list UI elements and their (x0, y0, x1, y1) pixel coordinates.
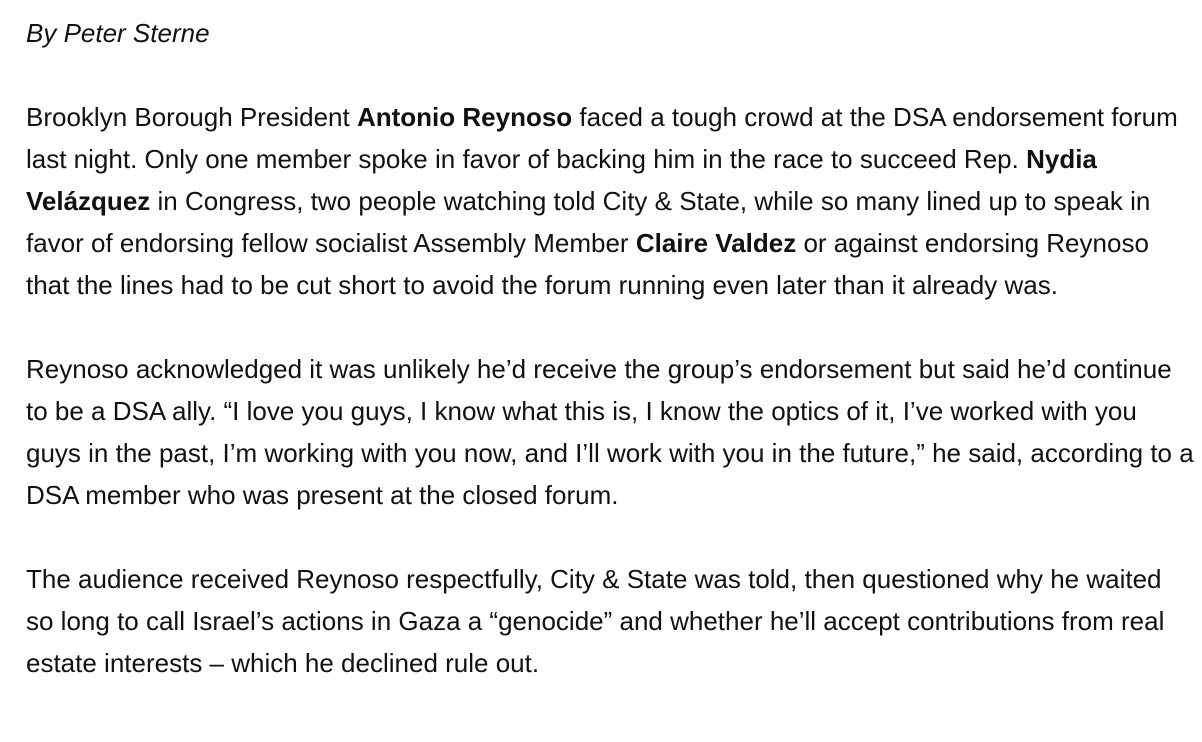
paragraph-text: The audience received Reynoso respectfully, City & State was told, then questioned why he waited so long to call Israel’s actions in Gaza a “genocide” and whether he’ll accept contributions from real estate interests – which he declined rule out. (26, 564, 1165, 678)
paragraph-1 (26, 96, 1196, 306)
paragraph-text: in Congress, two people watching told City & State, while so many lined up to speak in favor of endorsing fellow socialist Assembly Member (26, 186, 1151, 258)
person-name-claire-valdez: Claire Valdez (635, 228, 797, 258)
paragraph-text: Reynoso acknowledged it was unlikely he’d receive the group’s endorsement but said he’d continue to be a DSA ally. “I love you guys, I know what this is, I know the optics of it, I’ve worked with you guys in the past, I’m working with you now, and I’ll work with you in the future,” he said, according to a DSA member who was present at the closed forum. (26, 354, 1194, 510)
person-name-nydia-velazquez: Nydia Velázquez (26, 144, 1097, 216)
paragraph-text: faced a tough crowd at the DSA endorsement forum last night. Only one member spoke in favor of backing him in the race to succeed Rep. (26, 102, 1178, 174)
byline: By Peter Sterne (26, 18, 210, 48)
article-body (26, 12, 1196, 684)
paragraph-text: or against endorsing Reynoso that the lines had to be cut short to avoid the forum running even later than it already was. (26, 228, 1149, 300)
paragraph-text: Brooklyn Borough President (26, 102, 357, 132)
paragraph-3 (26, 558, 1196, 684)
person-name-antonio-reynoso: Antonio Reynoso (356, 102, 573, 132)
paragraph-2 (26, 348, 1196, 516)
